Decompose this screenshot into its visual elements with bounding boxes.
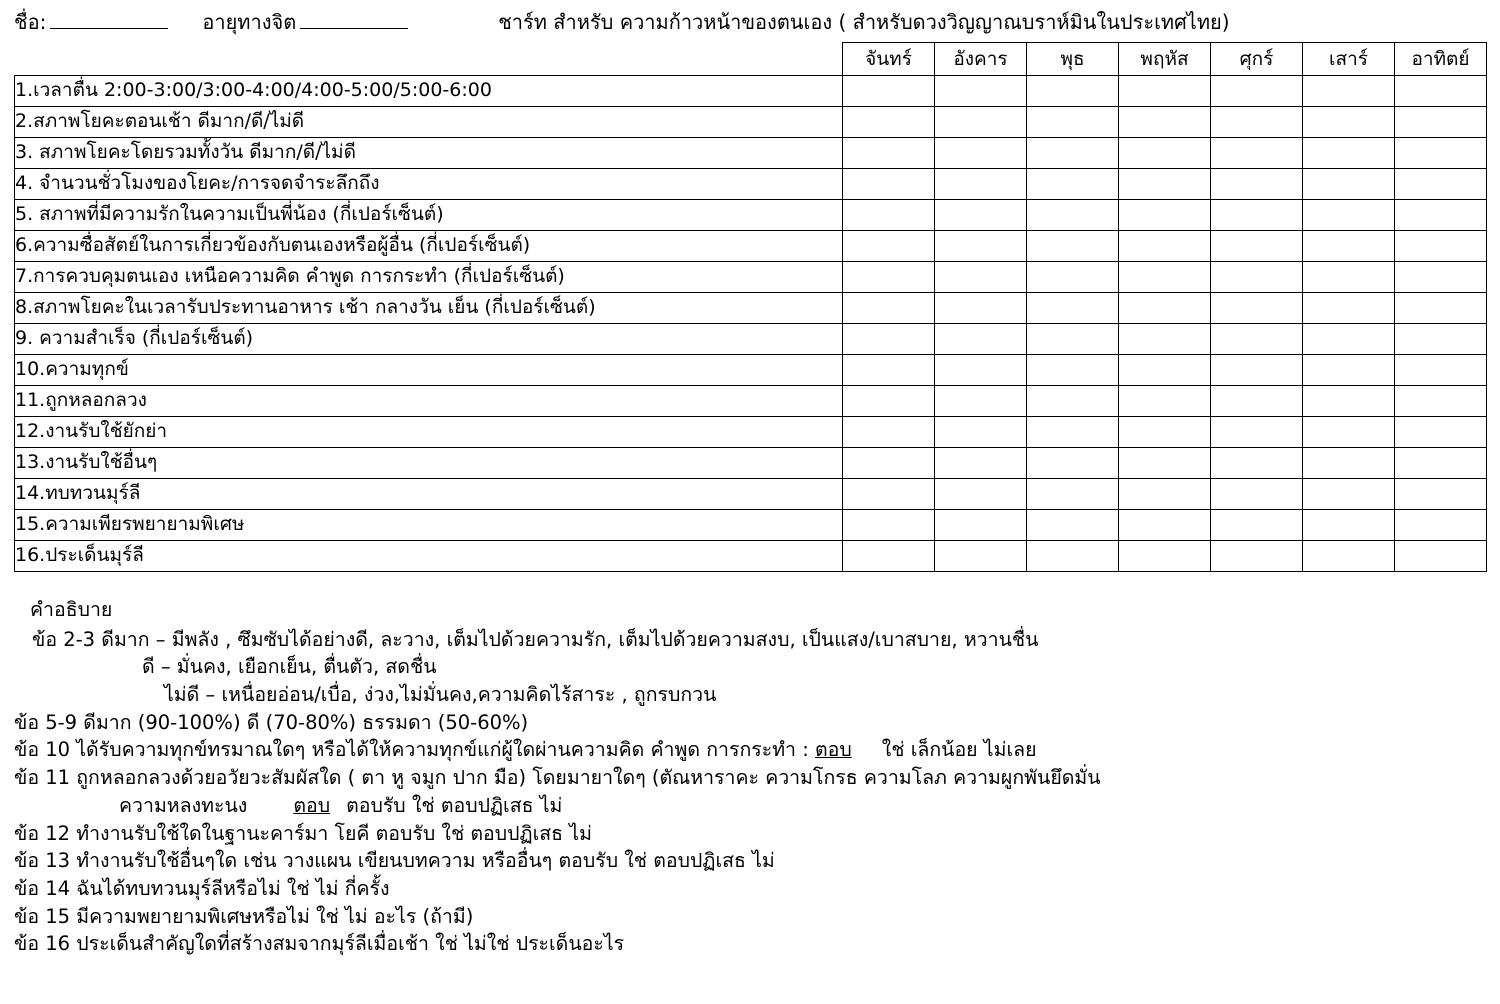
cell-12-sun[interactable] <box>1395 417 1487 448</box>
cell-9-thu[interactable] <box>1119 324 1211 355</box>
cell-14-fri[interactable] <box>1211 479 1303 510</box>
legend-line-item-13: ข้อ 13 ทำงานรับใช้อื่นๆใด เช่น วางแผน เขียนบทความ หรืออื่นๆ ตอบรับ ใช่ ตอบปฏิเสธ ไม่ <box>14 849 775 873</box>
cell-12-tue[interactable] <box>935 417 1027 448</box>
row-label-15: 15.ความเพียรพยายามพิเศษ <box>15 510 843 541</box>
cell-15-thu[interactable] <box>1119 510 1211 541</box>
cell-5-sat[interactable] <box>1303 200 1395 231</box>
cell-16-sun[interactable] <box>1395 541 1487 572</box>
cell-15-sun[interactable] <box>1395 510 1487 541</box>
cell-1-sat[interactable] <box>1303 76 1395 107</box>
cell-15-sat[interactable] <box>1303 510 1395 541</box>
cell-3-wed[interactable] <box>1027 138 1119 169</box>
cell-2-mon[interactable] <box>843 107 935 138</box>
row-label-7: 7.การควบคุมตนเอง เหนือความคิด คำพูด การกระทำ (กี่เปอร์เซ็นต์) <box>15 262 843 293</box>
corner-cell <box>15 43 843 76</box>
cell-1-fri[interactable] <box>1211 76 1303 107</box>
cell-15-tue[interactable] <box>935 510 1027 541</box>
legend-item-10-answer-label: ตอบ <box>814 738 852 762</box>
row-label-2: 2.สภาพโยคะตอนเช้า ดีมาก/ดี/ไม่ดี <box>15 107 843 138</box>
cell-5-mon[interactable] <box>843 200 935 231</box>
cell-8-tue[interactable] <box>935 293 1027 324</box>
cell-9-tue[interactable] <box>935 324 1027 355</box>
spiritual-age-label: อายุทางจิต <box>202 10 297 34</box>
row-label-13: 13.งานรับใช้อื่นๆ <box>15 448 843 479</box>
legend-line-item-11b <box>14 792 1486 820</box>
cell-10-sat[interactable] <box>1303 355 1395 386</box>
legend-item-10-options: ใช่ เล็กน้อย ไม่เลย <box>881 738 1037 762</box>
row-label-10: 10.ความทุกข์ <box>15 355 843 386</box>
cell-13-wed[interactable] <box>1027 448 1119 479</box>
table-row <box>15 262 1487 293</box>
day-header-friday: ศุกร์ <box>1211 43 1303 76</box>
cell-7-tue[interactable] <box>935 262 1027 293</box>
day-header-tuesday: อังคาร <box>935 43 1027 76</box>
table-body <box>15 76 1487 572</box>
cell-12-fri[interactable] <box>1211 417 1303 448</box>
self-progress-chart-table <box>14 42 1487 572</box>
cell-8-wed[interactable] <box>1027 293 1119 324</box>
cell-4-tue[interactable] <box>935 169 1027 200</box>
cell-14-wed[interactable] <box>1027 479 1119 510</box>
legend-title: คำอธิบาย <box>30 598 113 621</box>
legend-line-items-2-3-good: ดี – มั่นคง, เยือกเย็น, ตื่นตัว, สดชื่น <box>142 655 437 679</box>
cell-9-fri[interactable] <box>1211 324 1303 355</box>
header-line <box>0 0 1500 42</box>
name-input-blank[interactable] <box>50 14 168 29</box>
cell-2-sun[interactable] <box>1395 107 1487 138</box>
row-label-14: 14.ทบทวนมุร์ลี <box>15 479 843 510</box>
table-row <box>15 510 1487 541</box>
cell-14-sun[interactable] <box>1395 479 1487 510</box>
cell-3-sun[interactable] <box>1395 138 1487 169</box>
name-label: ชื่อ: <box>14 10 47 34</box>
cell-14-sat[interactable] <box>1303 479 1395 510</box>
legend-line-item-16: ข้อ 16 ประเด็นสำคัญใดที่สร้างสมจากมุร์ลีเมื่อเช้า ใช่ ไม่ใช่ ประเด็นอะไร <box>14 932 625 956</box>
cell-9-sun[interactable] <box>1395 324 1487 355</box>
cell-11-thu[interactable] <box>1119 386 1211 417</box>
table-row <box>15 417 1487 448</box>
cell-2-tue[interactable] <box>935 107 1027 138</box>
cell-4-sat[interactable] <box>1303 169 1395 200</box>
row-label-5: 5. สภาพที่มีความรักในความเป็นพี่น้อง (กี่เปอร์เซ็นต์) <box>15 200 843 231</box>
cell-1-wed[interactable] <box>1027 76 1119 107</box>
cell-8-sun[interactable] <box>1395 293 1487 324</box>
cell-2-wed[interactable] <box>1027 107 1119 138</box>
row-label-12: 12.งานรับใช้ยักย่า <box>15 417 843 448</box>
cell-12-thu[interactable] <box>1119 417 1211 448</box>
cell-2-fri[interactable] <box>1211 107 1303 138</box>
day-header-saturday: เสาร์ <box>1303 43 1395 76</box>
table-row <box>15 293 1487 324</box>
row-label-4: 4. จำนวนชั่วโมงของโยคะ/การจดจำระลึกถึง <box>15 169 843 200</box>
cell-7-fri[interactable] <box>1211 262 1303 293</box>
cell-5-thu[interactable] <box>1119 200 1211 231</box>
legend-item-11-continued: ความหลงทะนง <box>119 793 248 817</box>
cell-13-sat[interactable] <box>1303 448 1395 479</box>
row-label-11: 11.ถูกหลอกลวง <box>15 386 843 417</box>
table-row <box>15 448 1487 479</box>
table-row <box>15 355 1487 386</box>
legend-item-10-question: ข้อ 10 ได้รับความทุกข์ทรมาณใดๆ หรือได้ให้ความทุกข์แก่ผู้ใดผ่านความคิด คำพูด การกระทำ : <box>14 738 815 762</box>
table-row <box>15 107 1487 138</box>
row-label-3: 3. สภาพโยคะโดยรวมทั้งวัน ดีมาก/ดี/ไม่ดี <box>15 138 843 169</box>
cell-12-sat[interactable] <box>1303 417 1395 448</box>
table-row <box>15 138 1487 169</box>
cell-14-tue[interactable] <box>935 479 1027 510</box>
cell-10-tue[interactable] <box>935 355 1027 386</box>
cell-10-fri[interactable] <box>1211 355 1303 386</box>
legend-line-items-2-3-verygood: ข้อ 2-3 ดีมาก – มีพลัง , ซึมซับได้อย่างดี, ละวาง, เต็มไปด้วยความรัก, เต็มไปด้วยความสงบ, เป็นแสง/เบาสบาย, หวานชื่น <box>32 627 1039 651</box>
legend-line-item-11a: ข้อ 11 ถูกหลอกลวงด้วยอวัยวะสัมผัสใด ( ตา หู จมูก ปาก มือ) โดยมายาใดๆ (ตัณหาราคะ ความโกรธ ความโลภ ความผูกพันยึดมั่น <box>14 766 1101 790</box>
day-header-monday: จันทร์ <box>843 43 935 76</box>
cell-10-sun[interactable] <box>1395 355 1487 386</box>
cell-5-wed[interactable] <box>1027 200 1119 231</box>
cell-11-wed[interactable] <box>1027 386 1119 417</box>
cell-3-sat[interactable] <box>1303 138 1395 169</box>
table-row <box>15 479 1487 510</box>
day-header-thursday: พฤหัส <box>1119 43 1211 76</box>
table-row <box>15 200 1487 231</box>
table-row <box>15 324 1487 355</box>
cell-14-mon[interactable] <box>843 479 935 510</box>
cell-3-thu[interactable] <box>1119 138 1211 169</box>
cell-5-sun[interactable] <box>1395 200 1487 231</box>
cell-11-sun[interactable] <box>1395 386 1487 417</box>
cell-6-thu[interactable] <box>1119 231 1211 262</box>
cell-3-mon[interactable] <box>843 138 935 169</box>
cell-16-fri[interactable] <box>1211 541 1303 572</box>
cell-6-mon[interactable] <box>843 231 935 262</box>
cell-5-tue[interactable] <box>935 200 1027 231</box>
cell-4-sun[interactable] <box>1395 169 1487 200</box>
table-row <box>15 169 1487 200</box>
cell-6-sat[interactable] <box>1303 231 1395 262</box>
cell-16-tue[interactable] <box>935 541 1027 572</box>
cell-4-wed[interactable] <box>1027 169 1119 200</box>
row-label-6: 6.ความซื่อสัตย์ในการเกี่ยวข้องกับตนเองหรือผู้อื่น (กี่เปอร์เซ็นต์) <box>15 231 843 262</box>
spiritual-age-input-blank[interactable] <box>300 14 408 29</box>
cell-16-wed[interactable] <box>1027 541 1119 572</box>
legend-item-11-answer-label: ตอบ <box>293 793 331 817</box>
cell-14-thu[interactable] <box>1119 479 1211 510</box>
cell-7-thu[interactable] <box>1119 262 1211 293</box>
cell-2-sat[interactable] <box>1303 107 1395 138</box>
row-label-8: 8.สภาพโยคะในเวลารับประทานอาหาร เช้า กลางวัน เย็น (กี่เปอร์เซ็นต์) <box>15 293 843 324</box>
cell-7-sat[interactable] <box>1303 262 1395 293</box>
cell-15-fri[interactable] <box>1211 510 1303 541</box>
cell-7-sun[interactable] <box>1395 262 1487 293</box>
cell-11-tue[interactable] <box>935 386 1027 417</box>
legend-line-item-10 <box>14 736 1486 764</box>
table-row <box>15 231 1487 262</box>
cell-15-wed[interactable] <box>1027 510 1119 541</box>
cell-16-sat[interactable] <box>1303 541 1395 572</box>
cell-16-mon[interactable] <box>843 541 935 572</box>
table-row <box>15 76 1487 107</box>
cell-13-tue[interactable] <box>935 448 1027 479</box>
legend-line-item-12: ข้อ 12 ทำงานรับใช้ใดในฐานะคาร์มา โยคี ตอบรับ ใช่ ตอบปฏิเสธ ไม่ <box>14 821 592 845</box>
cell-6-wed[interactable] <box>1027 231 1119 262</box>
legend-line-items-2-3-notgood: ไม่ดี – เหนื่อยอ่อน/เบื่อ, ง่วง,ไม่มั่นคง,ความคิดไร้สาระ , ถูกรบกวน <box>164 683 717 707</box>
cell-8-mon[interactable] <box>843 293 935 324</box>
cell-13-fri[interactable] <box>1211 448 1303 479</box>
cell-1-tue[interactable] <box>935 76 1027 107</box>
cell-4-thu[interactable] <box>1119 169 1211 200</box>
day-header-sunday: อาทิตย์ <box>1395 43 1487 76</box>
cell-10-thu[interactable] <box>1119 355 1211 386</box>
cell-3-tue[interactable] <box>935 138 1027 169</box>
cell-12-wed[interactable] <box>1027 417 1119 448</box>
legend-item-11-options: ตอบรับ ใช่ ตอบปฏิเสธ ไม่ <box>346 793 563 817</box>
cell-11-sat[interactable] <box>1303 386 1395 417</box>
cell-10-wed[interactable] <box>1027 355 1119 386</box>
cell-1-mon[interactable] <box>843 76 935 107</box>
cell-8-thu[interactable] <box>1119 293 1211 324</box>
cell-13-sun[interactable] <box>1395 448 1487 479</box>
row-label-16: 16.ประเด็นมุร์ลี <box>15 541 843 572</box>
cell-4-mon[interactable] <box>843 169 935 200</box>
legend-line-item-15: ข้อ 15 มีความพยายามพิเศษหรือไม่ ใช่ ไม่ อะไร (ถ้ามี) <box>14 904 474 928</box>
cell-10-mon[interactable] <box>843 355 935 386</box>
table-row <box>15 541 1487 572</box>
cell-1-sun[interactable] <box>1395 76 1487 107</box>
cell-9-wed[interactable] <box>1027 324 1119 355</box>
legend-line-items-5-9: ข้อ 5-9 ดีมาก (90-100%) ดี (70-80%) ธรรมดา (50-60%) <box>14 710 529 734</box>
page-title: ชาร์ท สำหรับ ความก้าวหน้าของตนเอง ( สำหรับดวงวิญญาณบราห์มินในประเทศไทย) <box>498 10 1230 34</box>
cell-3-fri[interactable] <box>1211 138 1303 169</box>
cell-4-fri[interactable] <box>1211 169 1303 200</box>
cell-11-mon[interactable] <box>843 386 935 417</box>
cell-6-sun[interactable] <box>1395 231 1487 262</box>
cell-6-fri[interactable] <box>1211 231 1303 262</box>
day-header-wednesday: พุธ <box>1027 43 1119 76</box>
cell-15-mon[interactable] <box>843 510 935 541</box>
cell-13-mon[interactable] <box>843 448 935 479</box>
cell-2-thu[interactable] <box>1119 107 1211 138</box>
cell-12-mon[interactable] <box>843 417 935 448</box>
row-label-1: 1.เวลาตื่น 2:00-3:00/3:00-4:00/4:00-5:00/5:00-6:00 <box>15 76 843 107</box>
cell-5-fri[interactable] <box>1211 200 1303 231</box>
cell-13-thu[interactable] <box>1119 448 1211 479</box>
row-label-9: 9. ความสำเร็จ (กี่เปอร์เซ็นต์) <box>15 324 843 355</box>
cell-1-thu[interactable] <box>1119 76 1211 107</box>
legend-line-item-14: ข้อ 14 ฉันได้ทบทวนมุร์ลีหรือไม่ ใช่ ไม่ กี่ครั้ง <box>14 876 390 900</box>
cell-16-thu[interactable] <box>1119 541 1211 572</box>
table-row <box>15 386 1487 417</box>
legend-section <box>0 596 1500 958</box>
cell-9-sat[interactable] <box>1303 324 1395 355</box>
cell-6-tue[interactable] <box>935 231 1027 262</box>
cell-7-wed[interactable] <box>1027 262 1119 293</box>
cell-8-fri[interactable] <box>1211 293 1303 324</box>
cell-9-mon[interactable] <box>843 324 935 355</box>
cell-11-fri[interactable] <box>1211 386 1303 417</box>
cell-7-mon[interactable] <box>843 262 935 293</box>
cell-8-sat[interactable] <box>1303 293 1395 324</box>
table-header-row <box>15 43 1487 76</box>
